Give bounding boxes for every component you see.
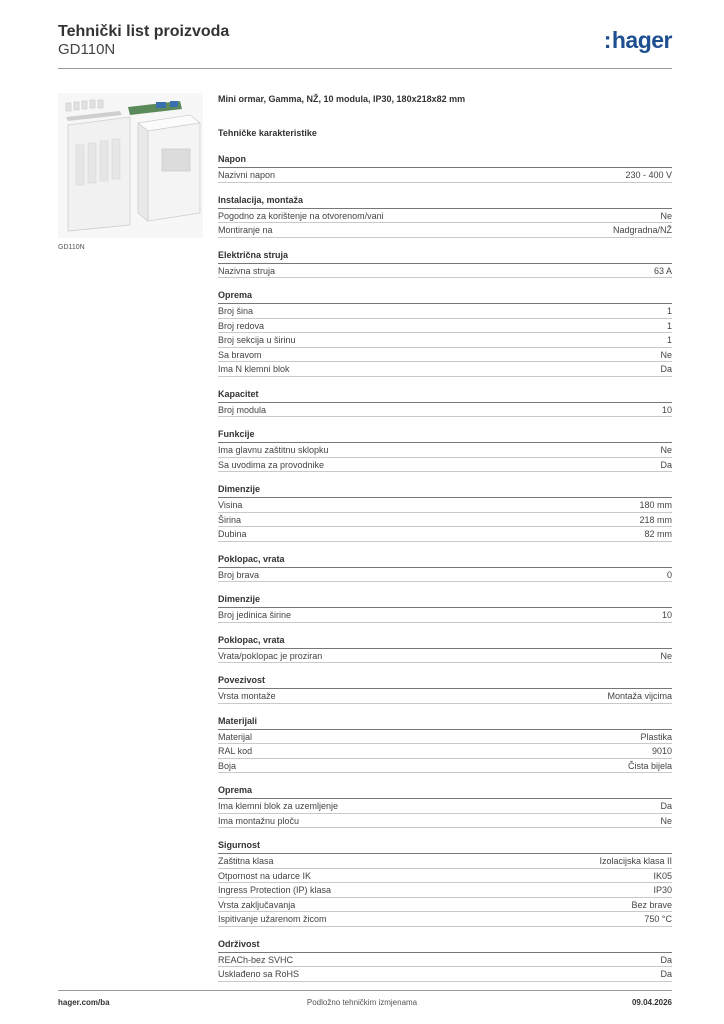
spec-value: IK05	[653, 870, 672, 881]
spec-label: Ima montažnu ploču	[218, 815, 300, 826]
document-title: Tehnički list proizvoda	[58, 23, 230, 40]
spec-value: Čista bijela	[627, 760, 672, 771]
spec-label: Dubina	[218, 529, 247, 539]
spec-value: 230 - 400 V	[625, 170, 672, 180]
spec-value: Montaža vijcima	[607, 691, 672, 701]
spec-value: Nadgradna/NŽ	[612, 225, 672, 235]
spec-value: Ne	[660, 445, 672, 455]
spec-row	[218, 403, 672, 418]
section-title: Tehničke karakteristike	[218, 128, 317, 138]
spec-row	[218, 264, 672, 279]
spec-label: Vrsta montaže	[218, 691, 276, 701]
spec-group-title: Sigurnost	[218, 840, 672, 854]
product-description: Mini ormar, Gamma, NŽ, 10 modula, IP30, 180x218x82 mm	[218, 94, 466, 104]
spec-group	[218, 635, 672, 664]
spec-value: Bez brave	[631, 899, 672, 910]
footer-divider	[58, 990, 672, 991]
spec-group-title: Kapacitet	[218, 389, 672, 403]
spec-value: Da	[660, 801, 672, 811]
spec-row	[218, 513, 672, 528]
spec-row	[218, 814, 672, 829]
spec-row	[218, 319, 672, 334]
spec-value: Da	[660, 954, 672, 965]
spec-content	[218, 94, 672, 982]
spec-label: RAL kod	[218, 746, 253, 756]
spec-label: Materijal	[218, 731, 253, 742]
spec-label: Usklađeno sa RoHS	[218, 969, 300, 979]
spec-group-title: Oprema	[218, 785, 672, 799]
spec-row	[218, 458, 672, 473]
spec-value: 10	[661, 404, 672, 415]
spec-label: Sa uvodima za provodnike	[218, 459, 325, 470]
spec-row	[218, 730, 672, 745]
spec-label: Ingress Protection (IP) klasa	[218, 885, 332, 895]
footer-website-link[interactable]: hager.com/ba	[58, 998, 110, 1007]
spec-value: 1	[666, 306, 672, 316]
spec-group	[218, 484, 672, 542]
spec-value: 180 mm	[639, 500, 672, 510]
spec-row	[218, 883, 672, 898]
spec-group	[218, 389, 672, 418]
spec-group-title: Napon	[218, 154, 672, 168]
spec-group	[218, 554, 672, 583]
spec-value: 9010	[651, 746, 672, 756]
spec-row	[218, 304, 672, 319]
spec-label: Pogodno za korištenje na otvorenom/vani	[218, 210, 384, 221]
spec-row	[218, 608, 672, 623]
spec-label: Ispitivanje užarenom žicom	[218, 914, 327, 924]
spec-row	[218, 649, 672, 664]
spec-groups	[218, 154, 672, 982]
spec-value: Izolacijska klasa II	[599, 856, 672, 866]
spec-group	[218, 195, 672, 238]
spec-label: Nazivni napon	[218, 170, 276, 180]
spec-value: Ne	[660, 210, 672, 221]
spec-row	[218, 689, 672, 704]
spec-group-title: Električna struja	[218, 250, 672, 264]
spec-group	[218, 594, 672, 623]
spec-label: Broj brava	[218, 569, 260, 580]
spec-row	[218, 223, 672, 238]
spec-value: 82 mm	[644, 529, 672, 539]
spec-group-title: Oprema	[218, 290, 672, 304]
page-header	[58, 20, 672, 70]
spec-label: Broj modula	[218, 404, 267, 415]
spec-group-title: Dimenzije	[218, 484, 672, 498]
spec-label: Broj redova	[218, 320, 265, 331]
spec-value: Ne	[660, 349, 672, 360]
spec-row	[218, 168, 672, 183]
spec-group-title: Poklopac, vrata	[218, 554, 672, 568]
spec-group-title: Povezivost	[218, 675, 672, 689]
header-divider	[58, 68, 672, 69]
spec-label: Ima klemni blok za uzemljenje	[218, 801, 339, 811]
spec-group	[218, 250, 672, 279]
spec-value: 0	[666, 569, 672, 580]
spec-row	[218, 498, 672, 513]
spec-row	[218, 568, 672, 583]
spec-group	[218, 429, 672, 472]
spec-row	[218, 333, 672, 348]
spec-row	[218, 854, 672, 869]
spec-label: Visina	[218, 500, 243, 510]
spec-row	[218, 967, 672, 982]
spec-label: Ima glavnu zaštitnu sklopku	[218, 445, 329, 455]
spec-group	[218, 675, 672, 704]
spec-value: Ne	[660, 815, 672, 826]
spec-row	[218, 869, 672, 884]
spec-row	[218, 912, 672, 927]
spec-label: REACh-bez SVHC	[218, 954, 294, 965]
spec-label: Širina	[218, 514, 242, 525]
spec-row	[218, 744, 672, 759]
spec-group-title: Dimenzije	[218, 594, 672, 608]
spec-group	[218, 939, 672, 982]
spec-group	[218, 154, 672, 183]
spec-label: Broj šina	[218, 306, 254, 316]
spec-group-title: Funkcije	[218, 429, 672, 443]
spec-value: Plastika	[640, 731, 672, 742]
spec-row	[218, 953, 672, 968]
footer-date: 09.04.2026	[631, 998, 672, 1007]
spec-row	[218, 527, 672, 542]
spec-row	[218, 209, 672, 224]
product-image	[58, 93, 203, 238]
spec-row	[218, 759, 672, 774]
spec-group-title: Održivost	[218, 939, 672, 953]
spec-label: Vrata/poklopac je proziran	[218, 650, 323, 661]
spec-value: 1	[666, 320, 672, 331]
spec-label: Nazivna struja	[218, 265, 276, 276]
spec-group-title: Instalacija, montaža	[218, 195, 672, 209]
spec-row	[218, 799, 672, 814]
spec-value: Ne	[660, 650, 672, 661]
spec-row	[218, 348, 672, 363]
spec-label: Sa bravom	[218, 349, 262, 360]
spec-group	[218, 716, 672, 774]
spec-value: 218 mm	[639, 514, 672, 525]
spec-value: Da	[660, 459, 672, 470]
spec-label: Boja	[218, 760, 237, 771]
spec-group	[218, 290, 672, 377]
spec-value: 1	[666, 335, 672, 345]
spec-label: Otpornost na udarce IK	[218, 870, 312, 881]
spec-label: Zaštitna klasa	[218, 856, 274, 866]
spec-row	[218, 898, 672, 913]
spec-group-title: Materijali	[218, 716, 672, 730]
spec-group-title: Poklopac, vrata	[218, 635, 672, 649]
image-caption: GD110N	[58, 244, 85, 251]
spec-value: Da	[660, 364, 672, 374]
spec-label: Broj sekcija u širinu	[218, 335, 296, 345]
spec-value: 750 °C	[644, 914, 672, 924]
spec-value: Da	[660, 969, 672, 979]
hager-logo: :hager	[603, 27, 672, 53]
spec-label: Broj jedinica širine	[218, 610, 292, 620]
spec-group	[218, 840, 672, 927]
spec-group	[218, 785, 672, 828]
spec-row	[218, 362, 672, 377]
spec-value: 63 A	[653, 265, 672, 276]
spec-row	[218, 443, 672, 458]
spec-value: 10	[661, 610, 672, 620]
spec-label: Ima N klemni blok	[218, 364, 290, 374]
product-code: GD110N	[58, 41, 116, 58]
footer-note: Podložno tehničkim izmjenama	[306, 998, 418, 1007]
spec-label: Vrsta zaključavanja	[218, 899, 296, 910]
spec-value: IP30	[653, 885, 672, 895]
spec-label: Montiranje na	[218, 225, 273, 235]
